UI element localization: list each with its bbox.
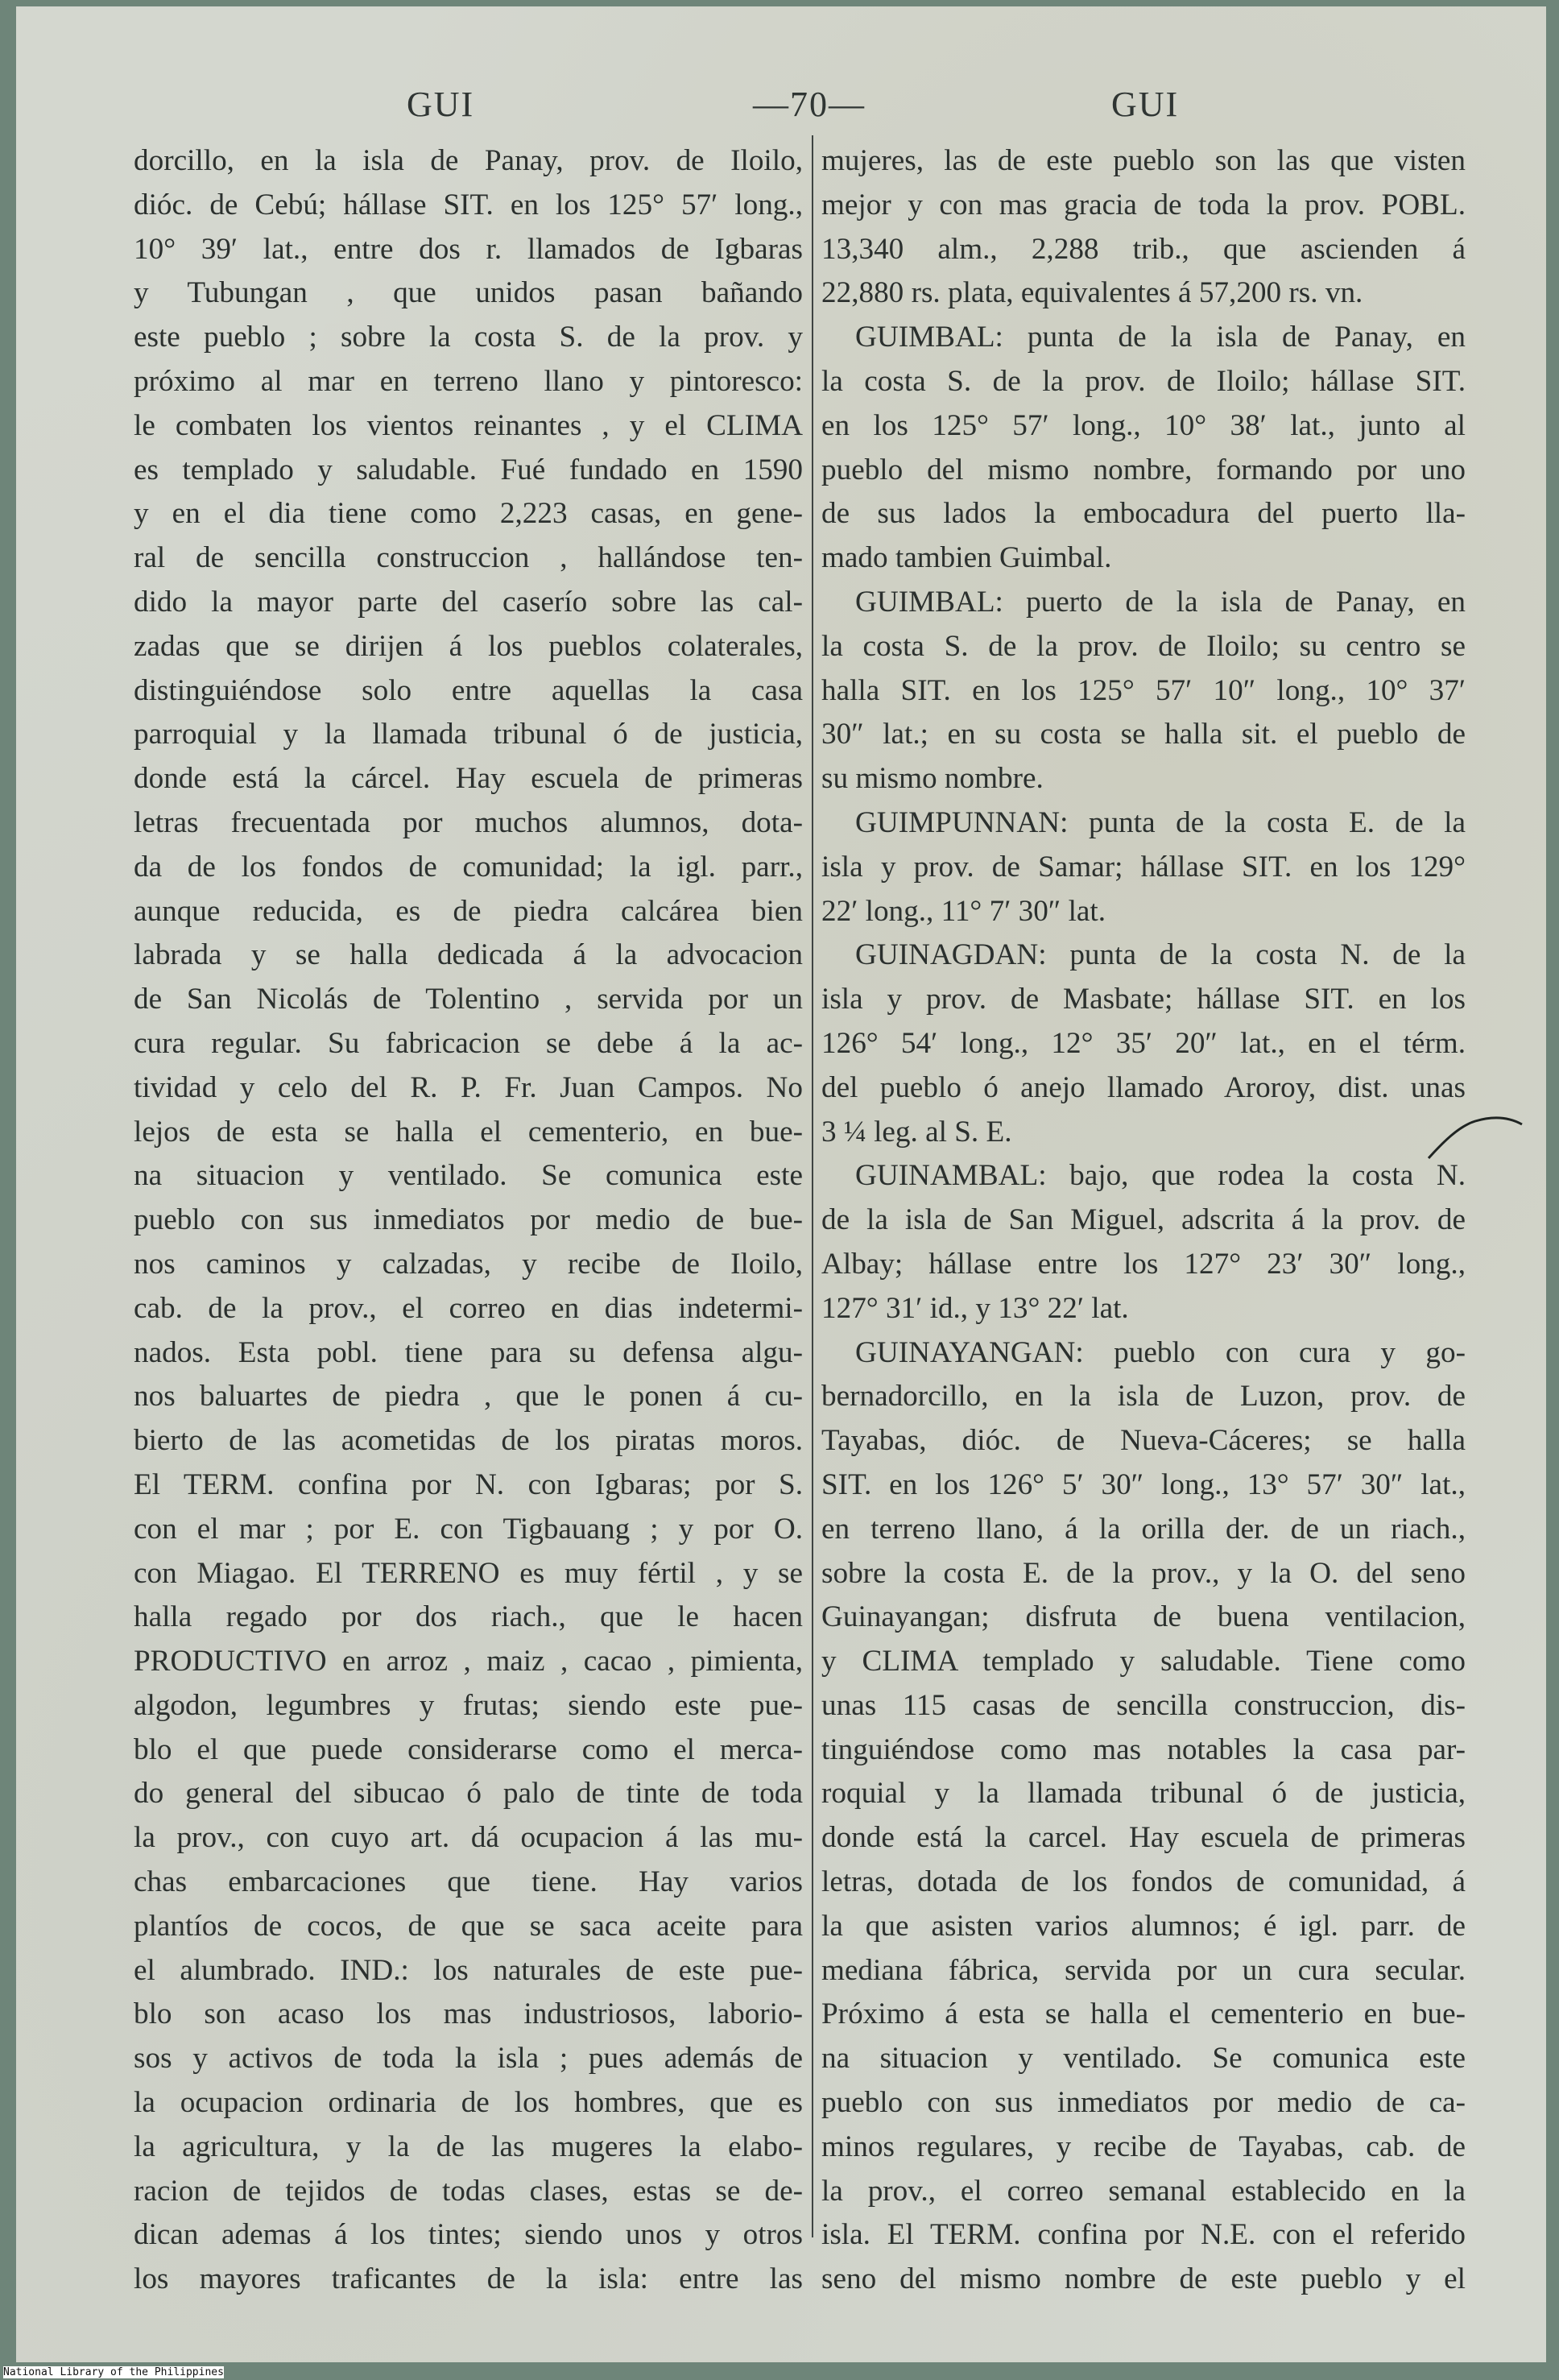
text-line: na situacion y ventilado. Se comunica este xyxy=(821,2042,1466,2076)
text-line: la ocupacion ordinaria de los hombres, que es xyxy=(134,2086,803,2120)
text-line: halla SIT. en los 125° 57′ 10″ long., 10° 37′ xyxy=(821,673,1466,707)
text-line: Albay; hállase entre los 127° 23′ 30″ long., xyxy=(821,1247,1466,1281)
text-line: GUINAYANGAN: pueblo con cura y go- xyxy=(855,1335,1466,1369)
text-line: dido la mayor parte del caserío sobre las cal- xyxy=(134,585,803,619)
text-line: bernadorcillo, en la isla de Luzon, prov. de xyxy=(821,1380,1466,1414)
text-line: Tayabas, dióc. de Nueva-Cáceres; se halla xyxy=(821,1424,1466,1458)
text-line: 126° 54′ long., 12° 35′ 20″ lat., en el térm. xyxy=(821,1026,1466,1060)
text-line: racion de tejidos de todas clases, estas se de- xyxy=(134,2174,803,2208)
text-line: 127° 31′ id., y 13° 22′ lat. xyxy=(821,1291,1129,1325)
text-line: letras frecuentada por muchos alumnos, dota- xyxy=(134,805,803,839)
text-line: cab. de la prov., el correo en dias indetermi- xyxy=(134,1291,803,1325)
text-line: 22′ long., 11° 7′ 30″ lat. xyxy=(821,894,1106,928)
text-line: 13,340 alm., 2,288 trib., que ascienden á xyxy=(821,232,1466,266)
text-line: isla. El TERM. confina por N.E. con el referido xyxy=(821,2218,1466,2252)
text-line: la prov., con cuyo art. dá ocupacion á las mu- xyxy=(134,1821,803,1855)
text-line: zadas que se dirijen á los pueblos colaterales, xyxy=(134,629,803,663)
text-line: el alumbrado. IND.: los naturales de este pue- xyxy=(134,1953,803,1987)
text-line: la que asisten varios alumnos; é igl. parr. de xyxy=(821,1909,1466,1943)
text-line: GUIMBAL: punta de la isla de Panay, en xyxy=(855,321,1466,354)
text-line: mado tambien Guimbal. xyxy=(821,541,1112,575)
text-line: GUINAGDAN: punta de la costa N. de la xyxy=(855,938,1466,972)
text-line: la costa S. de la prov. de Iloilo; su centro se xyxy=(821,629,1466,663)
text-line: la agricultura, y la de las mugeres la elabo- xyxy=(134,2130,803,2163)
text-line: mejor y con mas gracia de toda la prov. POBL. xyxy=(821,188,1466,221)
text-line: dióc. de Cebú; hállase SIT. en los 125° 57′ long., xyxy=(134,188,803,221)
text-line: sos y activos de toda la isla ; pues además de xyxy=(134,2042,803,2076)
text-line: na situacion y ventilado. Se comunica este xyxy=(134,1159,803,1193)
text-line: letras, dotada de los fondos de comunidad, á xyxy=(821,1865,1466,1899)
text-line: distinguiéndose solo entre aquellas la casa xyxy=(134,673,803,707)
text-line: 10° 39′ lat., entre dos r. llamados de Igbaras xyxy=(134,232,803,266)
text-line: donde está la carcel. Hay escuela de primeras xyxy=(821,1821,1466,1855)
text-line: de sus lados la embocadura del puerto lla- xyxy=(821,497,1466,531)
text-line: plantíos de cocos, de que se saca aceite para xyxy=(134,1909,803,1943)
text-line: roquial y la llamada tribunal ó de justicia, xyxy=(821,1777,1466,1811)
text-line: pueblo con sus inmediatos por medio de ca- xyxy=(821,2086,1466,2120)
scanned-page xyxy=(16,6,1546,2362)
text-line: es templado y saludable. Fué fundado en 1590 xyxy=(134,453,803,486)
text-line: con Miagao. El TERRENO es muy fértil , y se xyxy=(134,1556,803,1590)
text-line: ral de sencilla construccion , hallándose ten- xyxy=(134,541,803,575)
text-line: los mayores traficantes de la isla: entre las xyxy=(134,2262,803,2296)
text-line: cura regular. Su fabricacion se debe á la ac- xyxy=(134,1026,803,1060)
text-line: este pueblo ; sobre la costa S. de la prov. y xyxy=(134,321,803,354)
text-line: dican ademas á los tintes; siendo unos y otros xyxy=(134,2218,803,2252)
header-right-running-head: GUI xyxy=(1111,85,1180,124)
text-line: donde está la cárcel. Hay escuela de primeras xyxy=(134,762,803,796)
text-line: minos regulares, y recibe de Tayabas, cab. de xyxy=(821,2130,1466,2163)
pen-stroke-mark xyxy=(1427,1110,1524,1166)
text-line: 22,880 rs. plata, equivalentes á 57,200 rs. vn. xyxy=(821,276,1363,310)
text-line: da de los fondos de comunidad; la igl. parr., xyxy=(134,850,803,884)
text-line: chas embarcaciones que tiene. Hay varios xyxy=(134,1865,803,1899)
text-line: nados. Esta pobl. tiene para su defensa algu- xyxy=(134,1335,803,1369)
text-line: parroquial y la llamada tribunal ó de justicia, xyxy=(134,718,803,751)
text-line: isla y prov. de Masbate; hállase SIT. en los xyxy=(821,983,1466,1016)
header-left-running-head: GUI xyxy=(407,85,475,124)
text-line: bierto de las acometidas de los piratas moros. xyxy=(134,1424,803,1458)
library-credit-label: National Library of the Philippines xyxy=(3,2366,224,2378)
text-line: aunque reducida, es de piedra calcárea bien xyxy=(134,894,803,928)
text-line: PRODUCTIVO en arroz , maiz , cacao , pimienta, xyxy=(134,1645,803,1678)
text-line: unas 115 casas de sencilla construccion, dis- xyxy=(821,1688,1466,1722)
text-line: mujeres, las de este pueblo son las que visten xyxy=(821,144,1466,177)
text-line: del pueblo ó anejo llamado Aroroy, dist. unas xyxy=(821,1070,1466,1104)
text-line: y Tubungan , que unidos pasan bañando xyxy=(134,276,803,310)
text-line: SIT. en los 126° 5′ 30″ long., 13° 57′ 30″ lat., xyxy=(821,1467,1466,1501)
text-line: la prov., el correo semanal establecido en la xyxy=(821,2174,1466,2208)
text-line: nos baluartes de piedra , que le ponen á cu- xyxy=(134,1380,803,1414)
text-line: blo el que puede considerarse como el merca- xyxy=(134,1732,803,1766)
text-line: tividad y celo del R. P. Fr. Juan Campos. No xyxy=(134,1070,803,1104)
text-line: labrada y se halla dedicada á la advocacion xyxy=(134,938,803,972)
text-line: GUIMBAL: puerto de la isla de Panay, en xyxy=(855,585,1466,619)
text-line: Guinayangan; disfruta de buena ventilacion, xyxy=(821,1600,1466,1634)
text-line: tinguiéndose como mas notables la casa par- xyxy=(821,1732,1466,1766)
text-line: El TERM. confina por N. con Igbaras; por S. xyxy=(134,1467,803,1501)
text-line: y en el dia tiene como 2,223 casas, en gene- xyxy=(134,497,803,531)
text-line: algodon, legumbres y frutas; siendo este pue- xyxy=(134,1688,803,1722)
text-line: dorcillo, en la isla de Panay, prov. de Iloilo, xyxy=(134,144,803,177)
page-header xyxy=(16,84,1546,132)
text-line: próximo al mar en terreno llano y pintoresco: xyxy=(134,364,803,398)
column-divider xyxy=(812,135,813,2237)
text-line: Próximo á esta se halla el cementerio en bue- xyxy=(821,1997,1466,2031)
text-line: blo son acaso los mas industriosos, laborio- xyxy=(134,1997,803,2031)
text-line: pueblo del mismo nombre, formando por uno xyxy=(821,453,1466,486)
left-text-column xyxy=(134,139,803,2302)
page-number: —70— xyxy=(753,85,866,124)
text-line: GUIMPUNNAN: punta de la costa E. de la xyxy=(855,805,1466,839)
text-line: la costa S. de la prov. de Iloilo; hállase SIT. xyxy=(821,364,1466,398)
text-line: con el mar ; por E. con Tigbauang ; y por O. xyxy=(134,1512,803,1546)
text-line: isla y prov. de Samar; hállase SIT. en los 129° xyxy=(821,850,1466,884)
text-line: le combaten los vientos reinantes , y el CLIMA xyxy=(134,408,803,442)
text-line: 30″ lat.; en su costa se halla sit. el pueblo de xyxy=(821,718,1466,751)
text-line: su mismo nombre. xyxy=(821,762,1044,796)
text-line: pueblo con sus inmediatos por medio de bue- xyxy=(134,1203,803,1237)
text-line: sobre la costa E. de la prov., y la O. del seno xyxy=(821,1556,1466,1590)
text-line: de la isla de San Miguel, adscrita á la prov. de xyxy=(821,1203,1466,1237)
text-line: halla regado por dos riach., que le hacen xyxy=(134,1600,803,1634)
text-line: en los 125° 57′ long., 10° 38′ lat., junto al xyxy=(821,408,1466,442)
text-line: nos caminos y calzadas, y recibe de Iloilo, xyxy=(134,1247,803,1281)
text-line: y CLIMA templado y saludable. Tiene como xyxy=(821,1645,1466,1678)
text-line: mediana fábrica, servida por un cura secular. xyxy=(821,1953,1466,1987)
text-line: 3 ¼ leg. al S. E. xyxy=(821,1115,1012,1149)
text-line: en terreno llano, á la orilla der. de un riach., xyxy=(821,1512,1466,1546)
right-text-column xyxy=(821,139,1466,2302)
text-line: do general del sibucao ó palo de tinte de toda xyxy=(134,1777,803,1811)
text-line: GUINAMBAL: bajo, que rodea la costa N. xyxy=(855,1159,1466,1193)
text-line: de San Nicolás de Tolentino , servida por un xyxy=(134,983,803,1016)
text-line: seno del mismo nombre de este pueblo y el xyxy=(821,2262,1466,2296)
text-line: lejos de esta se halla el cementerio, en bue- xyxy=(134,1115,803,1149)
